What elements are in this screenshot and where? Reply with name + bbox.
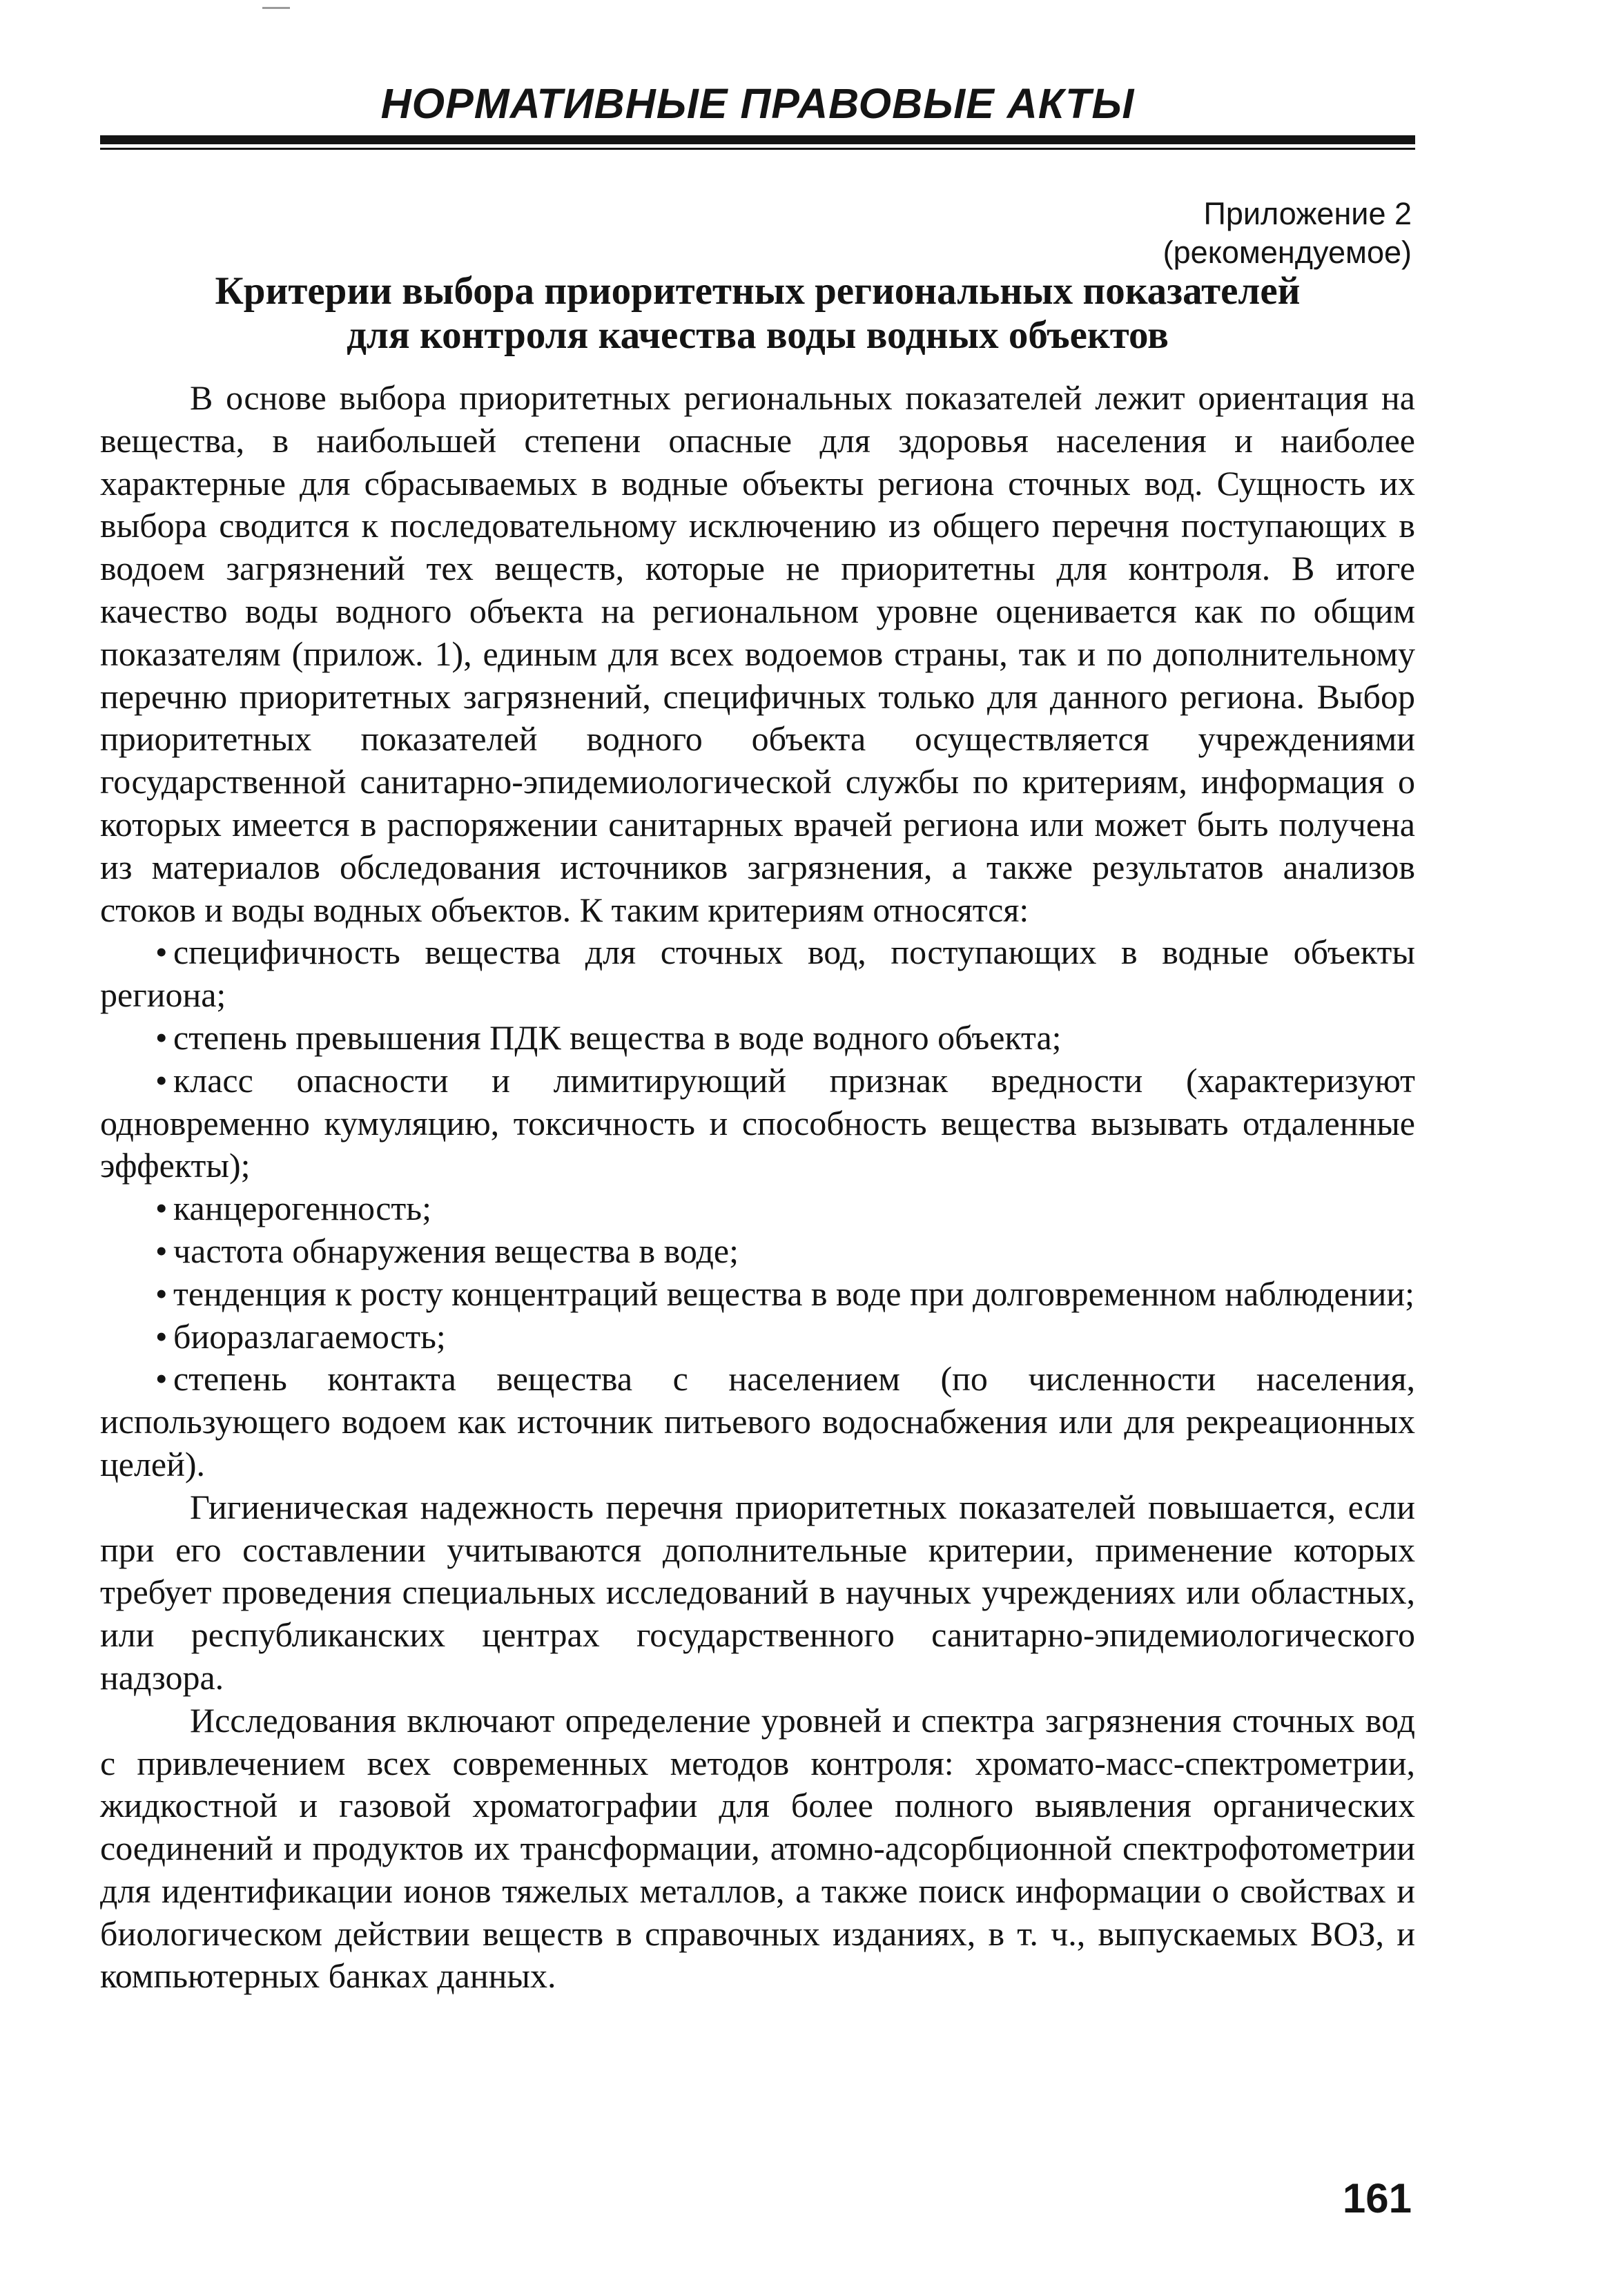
criteria-item-text: специфичность вещества для сточных вод, поступающих в водные объекты региона; xyxy=(100,933,1415,1015)
criteria-item-text: тенденция к росту концентраций вещества в воде при долговременном наблюдении; xyxy=(173,1274,1415,1313)
criteria-item-text: канцерогенность; xyxy=(173,1189,431,1228)
header-rule-thin xyxy=(100,148,1415,150)
scan-mark xyxy=(262,7,290,9)
criteria-item-text: степень превышения ПДК вещества в воде водного объекта; xyxy=(173,1018,1062,1057)
bullet-icon: • xyxy=(155,1060,168,1100)
criteria-item xyxy=(100,1017,1415,1060)
running-header: НОРМАТИВНЫЕ ПРАВОВЫЕ АКТЫ xyxy=(380,80,1135,127)
bullet-icon: • xyxy=(155,933,168,972)
appendix-status: (рекомендуемое) xyxy=(1163,235,1412,270)
criteria-item-text: класс опасности и лимитирующий признак вредности (характеризуют одновременно кумуляцию, токсичность и способность вещества вызывать отдаленные эффекты); xyxy=(100,1060,1415,1185)
reliability-paragraph: Гигиеническая надежность перечня приоритетных показателей повышается, если при его составлении учитываются дополнительные критерии, применение которых требует проведения специальных исследований в научных учреждениях или областных, или республиканских центрах государственного санитарно-эпидемиологического надзора. xyxy=(100,1487,1415,1697)
criteria-item xyxy=(100,1060,1415,1187)
criteria-item xyxy=(100,1230,1415,1273)
intro-paragraph: В основе выбора приоритетных региональных показателей лежит ориентация на вещества, в наибольшей степени опасные для здоровья населения и наиболее характерные для сбрасываемых в водные объекты региона сточных вод. Сущность их выбора сводится к последовательному исключению из общего перечня поступающих в водоем загрязнений тех веществ, которые не приоритетны для контроля. В итоге качество воды водного объекта на региональном уровне оценивается как по общим показателям (прилож. 1), единым для всех водоемов страны, так и по дополнительному перечню приоритетных загрязнений, специфичных только для данного региона. Выбор приоритетных показателей водного объекта осуществляется учреждениями государственной санитарно-эпидемиологической службы по критериям, информация о которых имеется в распоряжении санитарных врачей региона или может быть получена из материалов обследования источников загрязнения, а также результатов анализов стоков и воды водных объектов. К таким критериям относятся: xyxy=(100,378,1415,929)
criteria-item xyxy=(100,1358,1415,1486)
document-title-line-2: для контроля качества воды водных объектов xyxy=(347,313,1169,357)
criteria-item xyxy=(100,1316,1415,1359)
document-title xyxy=(100,269,1415,358)
appendix-label: Приложение 2 xyxy=(1203,196,1412,231)
criteria-item xyxy=(100,1187,1415,1230)
header-rule-thick xyxy=(100,135,1415,144)
bullet-icon: • xyxy=(155,1018,168,1057)
criteria-item-text: степень контакта вещества с населением (по численности населения, использующего водоем как источник питьевого водоснабжения или для рекреационных целей). xyxy=(100,1359,1415,1483)
criteria-list xyxy=(100,931,1415,1486)
research-paragraph: Исследования включают определение уровней и спектра загрязнения сточных вод с привлечением всех современных методов контроля: хромато-масс-спектрометрии, жидкостной и газовой хроматографии для более полного выявления органических соединений и продуктов их трансформации, атомно-адсорбционной спектрофотометрии для идентификации ионов тяжелых металлов, а также поиск информации о свойствах и биологическом действии веществ в справочных изданиях, в т. ч., выпускаемых ВОЗ, и компьютерных банках данных. xyxy=(100,1700,1415,1996)
document-title-line-1: Критерии выбора приоритетных региональных показателей xyxy=(215,269,1301,313)
bullet-icon: • xyxy=(155,1231,168,1270)
criteria-item xyxy=(100,931,1415,1017)
criteria-item-text: частота обнаружения вещества в воде; xyxy=(173,1231,739,1270)
page-number: 161 xyxy=(1342,2175,1412,2221)
body-text xyxy=(100,377,1415,1998)
bullet-icon: • xyxy=(155,1316,168,1356)
criteria-item-text: биоразлагаемость; xyxy=(173,1316,446,1356)
bullet-icon: • xyxy=(155,1359,168,1399)
bullet-icon: • xyxy=(155,1189,168,1228)
bullet-icon: • xyxy=(155,1274,168,1313)
criteria-item xyxy=(100,1273,1415,1316)
